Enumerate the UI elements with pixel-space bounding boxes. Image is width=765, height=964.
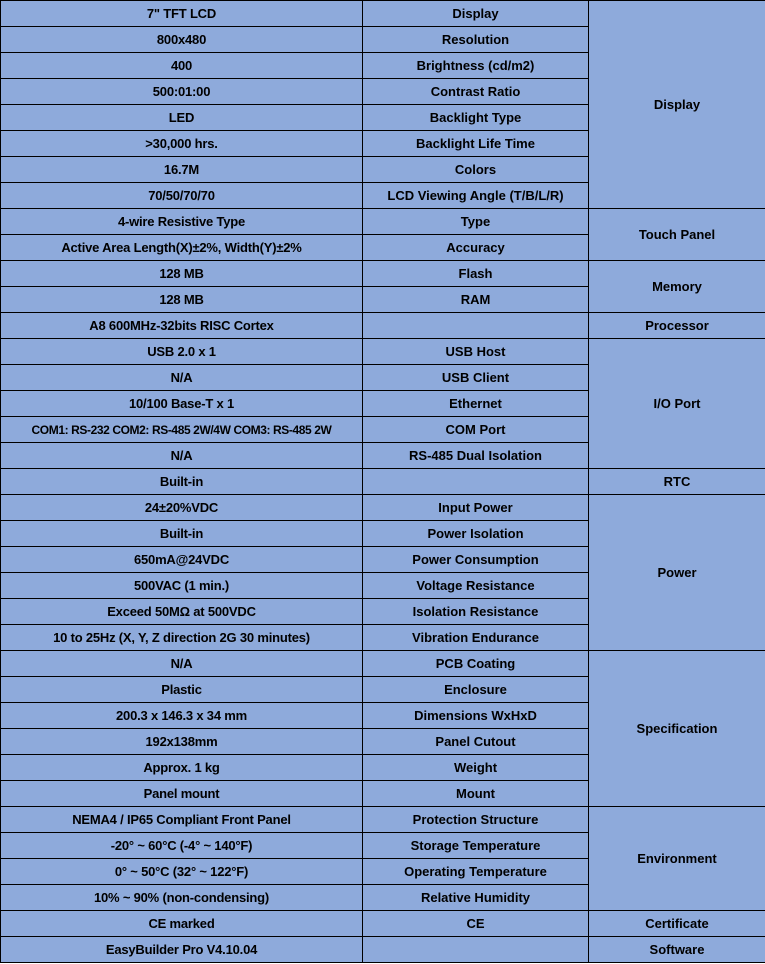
spec-value: 7" TFT LCD xyxy=(1,1,363,27)
spec-label: Backlight Life Time xyxy=(363,131,589,157)
spec-value: 10% ~ 90% (non-condensing) xyxy=(1,885,363,911)
spec-label: Isolation Resistance xyxy=(363,599,589,625)
spec-label: Type xyxy=(363,209,589,235)
spec-label: Contrast Ratio xyxy=(363,79,589,105)
spec-value: 400 xyxy=(1,53,363,79)
spec-label: Enclosure xyxy=(363,677,589,703)
spec-value: 800x480 xyxy=(1,27,363,53)
spec-value: >30,000 hrs. xyxy=(1,131,363,157)
table-row xyxy=(1,1,765,27)
spec-value: 650mA@24VDC xyxy=(1,547,363,573)
table-row xyxy=(1,495,765,521)
spec-value: Approx. 1 kg xyxy=(1,755,363,781)
spec-label: Panel Cutout xyxy=(363,729,589,755)
spec-label: Brightness (cd/m2) xyxy=(363,53,589,79)
spec-value: LED xyxy=(1,105,363,131)
spec-value: 200.3 x 146.3 x 34 mm xyxy=(1,703,363,729)
spec-value: 10 to 25Hz (X, Y, Z direction 2G 30 minutes) xyxy=(1,625,363,651)
spec-value: CE marked xyxy=(1,911,363,937)
spec-label: USB Host xyxy=(363,339,589,365)
spec-label: Ethernet xyxy=(363,391,589,417)
spec-value: Exceed 50MΩ at 500VDC xyxy=(1,599,363,625)
table-row xyxy=(1,261,765,287)
group-software: Software xyxy=(589,937,765,963)
spec-label xyxy=(363,937,589,963)
spec-label: Mount xyxy=(363,781,589,807)
group-processor: Processor xyxy=(589,313,765,339)
group-certificate: Certificate xyxy=(589,911,765,937)
spec-value: Plastic xyxy=(1,677,363,703)
spec-label: LCD Viewing Angle (T/B/L/R) xyxy=(363,183,589,209)
spec-label: Resolution xyxy=(363,27,589,53)
table-row xyxy=(1,911,765,937)
spec-label: Display xyxy=(363,1,589,27)
spec-value: Panel mount xyxy=(1,781,363,807)
spec-label: Dimensions WxHxD xyxy=(363,703,589,729)
spec-value: Active Area Length(X)±2%, Width(Y)±2% xyxy=(1,235,363,261)
spec-label: Weight xyxy=(363,755,589,781)
spec-value: N/A xyxy=(1,443,363,469)
spec-value: 4-wire Resistive Type xyxy=(1,209,363,235)
spec-value: COM1: RS-232 COM2: RS-485 2W/4W COM3: RS-485 2W xyxy=(1,417,363,443)
table-row xyxy=(1,651,765,677)
spec-label xyxy=(363,313,589,339)
spec-label: Backlight Type xyxy=(363,105,589,131)
spec-value: N/A xyxy=(1,651,363,677)
spec-label: Flash xyxy=(363,261,589,287)
spec-label: Input Power xyxy=(363,495,589,521)
spec-label: CE xyxy=(363,911,589,937)
spec-label: PCB Coating xyxy=(363,651,589,677)
spec-label: Power Consumption xyxy=(363,547,589,573)
spec-value: 0° ~ 50°C (32° ~ 122°F) xyxy=(1,859,363,885)
spec-value: 128 MB xyxy=(1,287,363,313)
spec-value: 24±20%VDC xyxy=(1,495,363,521)
group-display: Display xyxy=(589,1,765,209)
table-row xyxy=(1,339,765,365)
spec-label: Power Isolation xyxy=(363,521,589,547)
group-io-port: I/O Port xyxy=(589,339,765,469)
spec-label: RS-485 Dual Isolation xyxy=(363,443,589,469)
spec-value: NEMA4 / IP65 Compliant Front Panel xyxy=(1,807,363,833)
spec-value: 128 MB xyxy=(1,261,363,287)
spec-value: A8 600MHz-32bits RISC Cortex xyxy=(1,313,363,339)
table-row xyxy=(1,469,765,495)
spec-label: Relative Humidity xyxy=(363,885,589,911)
spec-label: Protection Structure xyxy=(363,807,589,833)
spec-value: USB 2.0 x 1 xyxy=(1,339,363,365)
table-row xyxy=(1,209,765,235)
spec-value: N/A xyxy=(1,365,363,391)
group-touch-panel: Touch Panel xyxy=(589,209,765,261)
spec-value: Built-in xyxy=(1,469,363,495)
group-specification: Specification xyxy=(589,651,765,807)
spec-value: 500:01:00 xyxy=(1,79,363,105)
spec-label: Operating Temperature xyxy=(363,859,589,885)
table-row xyxy=(1,807,765,833)
spec-value: 70/50/70/70 xyxy=(1,183,363,209)
spec-label: Colors xyxy=(363,157,589,183)
group-rtc: RTC xyxy=(589,469,765,495)
group-memory: Memory xyxy=(589,261,765,313)
spec-label: Voltage Resistance xyxy=(363,573,589,599)
group-power: Power xyxy=(589,495,765,651)
spec-value: 16.7M xyxy=(1,157,363,183)
spec-label: Accuracy xyxy=(363,235,589,261)
spec-value: 500VAC (1 min.) xyxy=(1,573,363,599)
spec-label xyxy=(363,469,589,495)
spec-value: EasyBuilder Pro V4.10.04 xyxy=(1,937,363,963)
spec-table-body xyxy=(1,1,765,963)
spec-value: 192x138mm xyxy=(1,729,363,755)
spec-value: Built-in xyxy=(1,521,363,547)
spec-value: 10/100 Base-T x 1 xyxy=(1,391,363,417)
table-row xyxy=(1,313,765,339)
spec-label: RAM xyxy=(363,287,589,313)
spec-label: Vibration Endurance xyxy=(363,625,589,651)
table-row xyxy=(1,937,765,963)
spec-label: Storage Temperature xyxy=(363,833,589,859)
spec-label: COM Port xyxy=(363,417,589,443)
group-environment: Environment xyxy=(589,807,765,911)
spec-value: -20° ~ 60°C (-4° ~ 140°F) xyxy=(1,833,363,859)
spec-label: USB Client xyxy=(363,365,589,391)
